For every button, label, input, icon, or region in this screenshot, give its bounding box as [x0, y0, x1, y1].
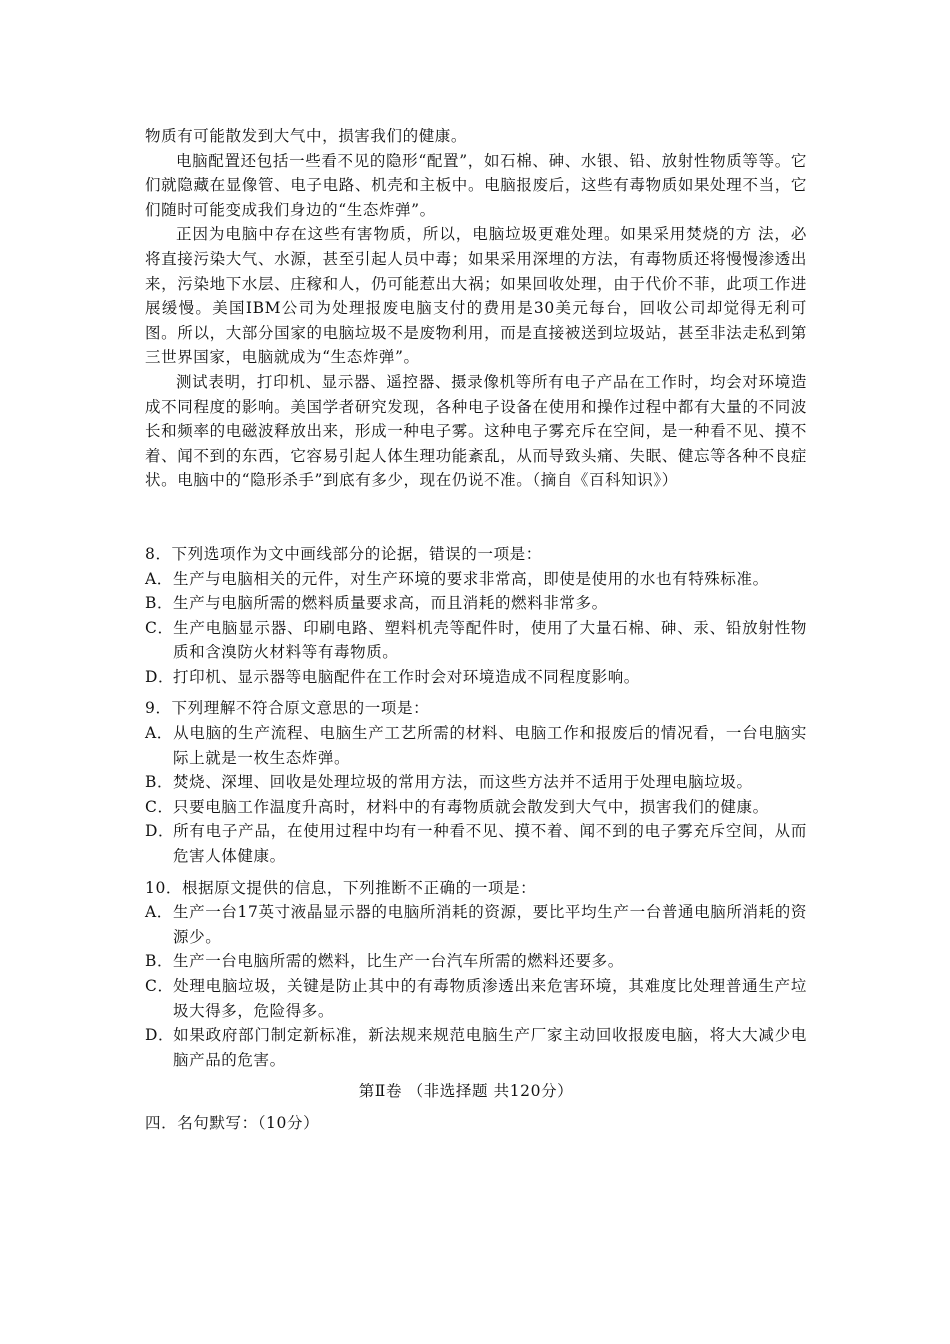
option-text: 如果政府部门制定新标准，新法规来规范电脑生产厂家主动回收报废电脑，将大大减少电脑产品的危害。 — [173, 1026, 807, 1069]
option-b — [145, 949, 807, 974]
option-a — [145, 721, 807, 770]
option-letter: D． — [145, 822, 175, 841]
spacer — [145, 1104, 807, 1111]
option-letter: B． — [145, 594, 174, 613]
option-text: 打印机、显示器等电脑配件在工作时会对环境造成不同程度影响。 — [173, 667, 640, 686]
passage-paragraph: 物质有可能散发到大气中，损害我们的健康。 — [145, 127, 468, 145]
option-text: 生产一台17英寸液晶显示器的电脑所消耗的资源，要比平均生产一台普通电脑所消耗的资源少。 — [173, 903, 807, 946]
passage-paragraph: 电脑配置还包括一些看不见的隐形“配置”，如石棉、砷、水银、铅、放射性物质等等。它们就隐藏在显像管、电子电路、机壳和主板中。电脑报废后，这些有毒物质如果处理不当，它们随时可能变成我们身边的“生态炸弹”。 — [145, 151, 807, 219]
option-letter: D． — [145, 1026, 175, 1045]
option-text: 处理电脑垃圾，关键是防止其中的有毒物质渗透出来危害环境，其难度比处理普通生产垃圾大得多，危险得多。 — [173, 977, 807, 1020]
option-letter: C． — [145, 977, 174, 995]
option-letter: B． — [145, 773, 174, 792]
option-text: 生产电脑显示器、印刷电路、塑料机壳等配件时，使用了大量石棉、砷、汞、铅放射性物质和含溴防火材料等有毒物质。 — [173, 618, 807, 662]
question-stem: 10．根据原文提供的信息，下列推断不正确的一项是： — [145, 878, 537, 897]
option-letter: A． — [145, 724, 173, 743]
passage-paragraph: 正因为电脑中存在这些有害物质，所以，电脑垃圾更难处理。如果采用焚烧的方 法，必将直接污染大气、水源，甚至引起人员中毒；如果采用深埋的方法，有毒物质还将慢慢渗透出来，污染地下水层、庄稼和人，仍可能惹出大祸；如果回收处理，由于代价不菲，此项工作进展缓慢。美国IBM公司为处理报废电脑支付的费用是30美元每台，回收公司却觉得无利可图。所以，大部分国家的电脑垃圾不是废物利用，而是直接被送到垃圾站，甚至非法走私到第三世界国家，电脑就成为“生态炸弹”。 — [145, 225, 807, 367]
exam-page — [145, 124, 807, 1136]
option-c — [145, 974, 807, 1023]
option-text: 生产一台电脑所需的燃料，比生产一台汽车所需的燃料还要多。 — [173, 952, 624, 971]
option-letter: A． — [145, 569, 173, 588]
spacer — [145, 1072, 807, 1079]
option-text: 从电脑的生产流程、电脑生产工艺所需的材料、电脑工作和报废后的情况看，一台电脑实际上就是一枚生态炸弹。 — [173, 724, 807, 767]
question-8 — [145, 542, 807, 690]
question-9 — [145, 696, 807, 868]
spacer — [145, 869, 807, 876]
option-a — [145, 567, 807, 592]
question-stem: 8．下列选项作为文中画线部分的论据，错误的一项是： — [145, 544, 542, 563]
question-10 — [145, 876, 807, 1073]
spacer — [145, 689, 807, 696]
option-letter: B． — [145, 952, 174, 971]
option-text: 只要电脑工作温度升高时，材料中的有毒物质就会散发到大气中，损害我们的健康。 — [173, 797, 769, 816]
option-letter: A． — [145, 903, 173, 922]
option-text: 焚烧、深埋、回收是处理垃圾的常用方法，而这些方法并不适用于处理电脑垃圾。 — [173, 773, 753, 792]
option-a — [145, 900, 807, 949]
question-stem: 9．下列理解不符合原文意思的一项是： — [145, 699, 430, 718]
option-text: 生产与电脑相关的元件，对生产环境的要求非常高，即使是使用的水也有特殊标准。 — [173, 569, 769, 588]
option-d — [145, 819, 807, 868]
option-c — [145, 616, 807, 665]
option-text: 生产与电脑所需的燃料质量要求高，而且消耗的燃料非常多。 — [173, 594, 608, 613]
option-text: 所有电子产品，在使用过程中均有一种看不见、摸不着、闻不到的电子雾充斥空间，从而危害人体健康。 — [173, 822, 807, 866]
spacer — [145, 493, 807, 542]
option-letter: D． — [145, 667, 175, 686]
option-c — [145, 795, 807, 820]
section-title: 第Ⅱ卷 （非选择题 共120分） — [358, 1082, 574, 1101]
option-letter: C． — [145, 797, 174, 816]
option-b — [145, 591, 807, 616]
option-d — [145, 665, 807, 690]
passage-paragraph: 测试表明，打印机、显示器、遥控器、摄录像机等所有电子产品在工作时，均会对环境造成不同程度的影响。美国学者研究发现，各种电子设备在使用和操作过程中都有大量的不同波长和频率的电磁波释放出来，形成一种电子雾。这种电子雾充斥在空间，是一种看不见、摸不着、闻不到的东西，它容易引起人体生理功能紊乱，从而导致头痛、失眠、健忘等各种不良症状。电脑中的“隐形杀手”到底有多少，现在仍说不准。（摘自《百科知识》） — [145, 372, 807, 490]
option-b — [145, 770, 807, 795]
part-heading: 四．名句默写：（10分） — [145, 1113, 320, 1132]
option-d — [145, 1023, 807, 1072]
option-letter: C． — [145, 618, 174, 637]
